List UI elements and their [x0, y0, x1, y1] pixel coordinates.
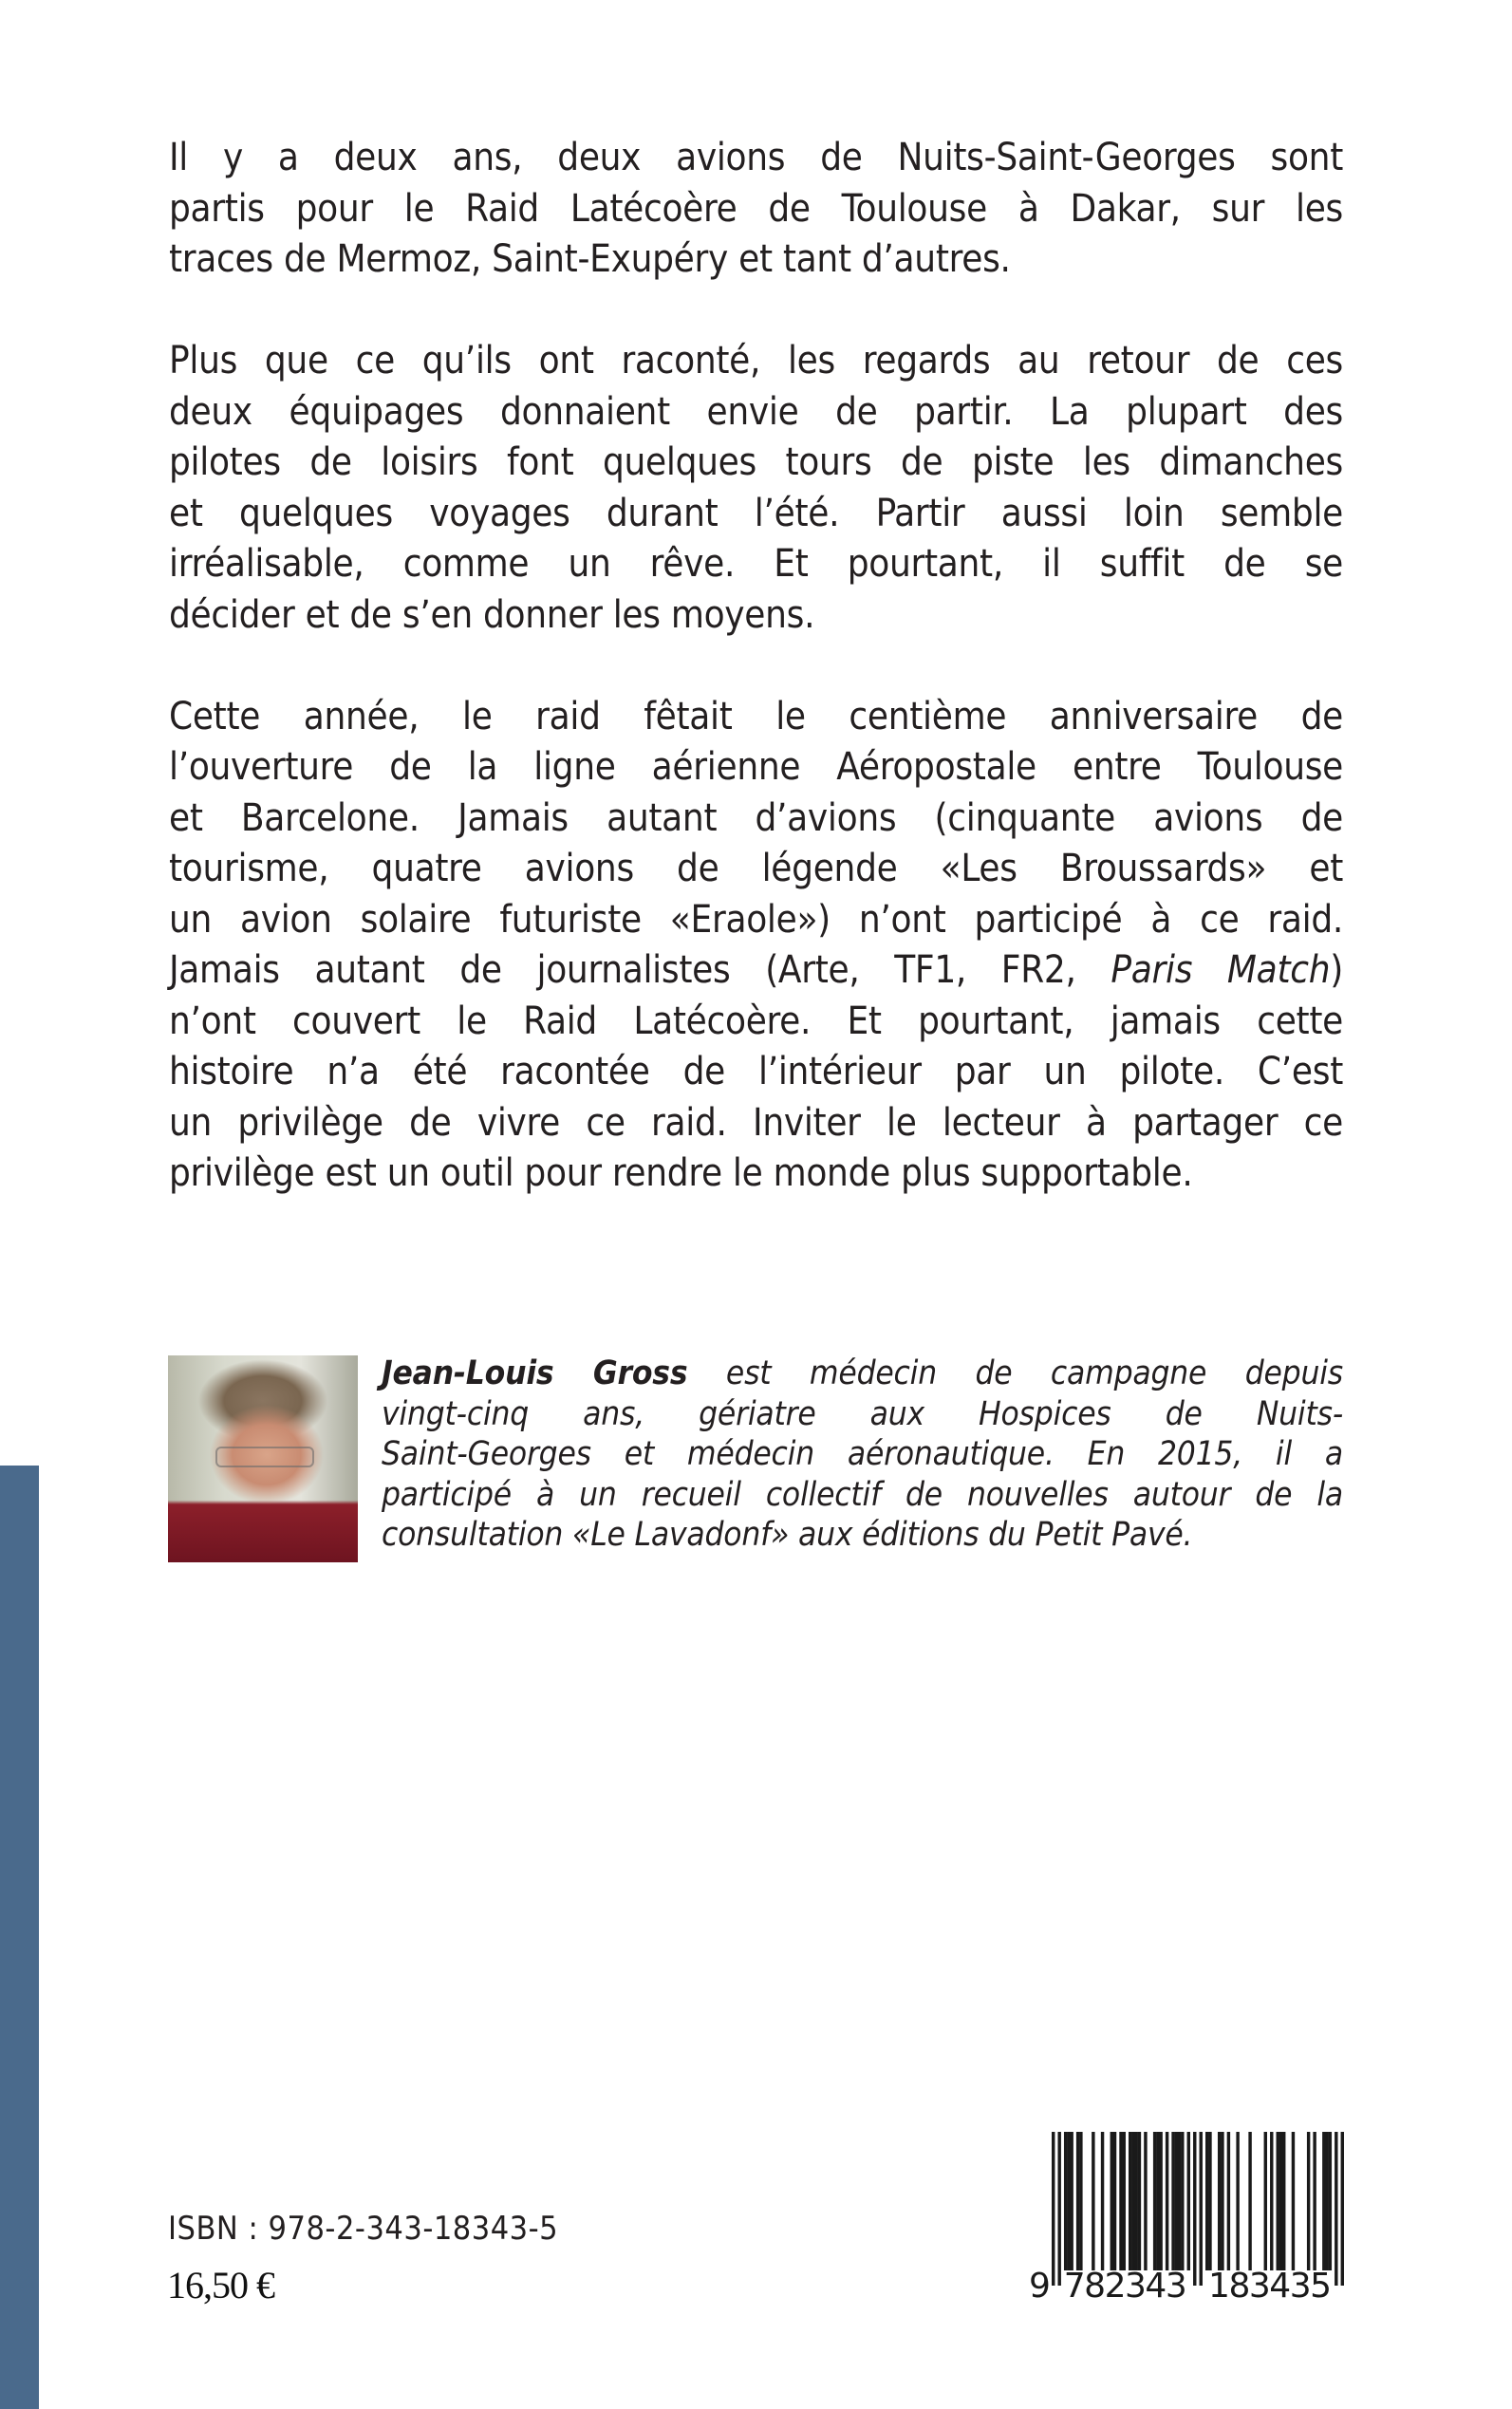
- text-line: décider et de s’en donner les moyens.: [169, 592, 815, 637]
- text-line: Il y a deux ans, deux avions de Nuits-Saint-Georges sont: [169, 136, 1343, 179]
- text-fragment: Jamais autant de journalistes (Arte, TF1, FR2,: [169, 948, 1111, 992]
- text-line: consultation «Le Lavadonf» aux éditions du Petit Pavé.: [382, 1516, 1193, 1554]
- text-line: n’ont couvert le Raid Latécoère. Et pourtant, jamais cette: [169, 999, 1343, 1043]
- text-line: [382, 1354, 1343, 1394]
- author-bio: [382, 1354, 1343, 1556]
- blurb-text: [169, 133, 1343, 1200]
- text-line: Plus que ce qu’ils ont raconté, les regards au retour de ces: [169, 339, 1343, 383]
- text-line: l’ouverture de la ligne aérienne Aéropostale entre Toulouse: [169, 745, 1343, 789]
- text-line: [169, 945, 1343, 997]
- text-line: tourisme, quatre avions de légende «Les Broussards» et: [169, 847, 1343, 890]
- glasses-detail: [215, 1447, 314, 1467]
- text-line: vingt-cinq ans, gériatre aux Hospices de Nuits-: [382, 1394, 1343, 1433]
- text-line: traces de Mermoz, Saint-Exupéry et tant d’autres.: [169, 237, 1011, 281]
- price-label: 16,50 €: [167, 2264, 274, 2306]
- text-line: participé à un recueil collectif de nouvelles autour de la: [382, 1475, 1343, 1514]
- spine-color-bar: [0, 1466, 39, 2409]
- isbn-label: ISBN : 978-2-343-18343-5: [168, 2210, 559, 2248]
- text-line: histoire n’a été racontée de l’intérieur par un pilote. C’est: [169, 1050, 1343, 1093]
- text-line: un privilège de vivre ce raid. Inviter le lecteur à partager ce: [169, 1100, 1343, 1145]
- text-line: pilotes de loisirs font quelques tours de piste les dimanches: [169, 440, 1343, 484]
- italic-title-paris-match: Paris Match: [1111, 948, 1331, 992]
- svg-text:9: 9: [1029, 2267, 1051, 2306]
- text-fragment: est médecin de campagne depuis: [687, 1354, 1343, 1392]
- author-name: Jean-Louis Gross: [382, 1354, 688, 1392]
- blurb-paragraph-1: [169, 133, 1343, 286]
- blurb-paragraph-2: [169, 336, 1343, 641]
- svg-text:183435: 183435: [1208, 2267, 1333, 2306]
- text-line: privilège est un outil pour rendre le monde plus supportable.: [169, 1151, 1193, 1195]
- text-line: un avion solaire futuriste «Eraole») n’ont participé à ce raid.: [169, 897, 1343, 942]
- author-photo: [168, 1355, 358, 1562]
- svg-text:782343: 782343: [1063, 2267, 1187, 2306]
- text-fragment: ): [1330, 948, 1343, 992]
- text-line: et Barcelone. Jamais autant d’avions (cinquante avions de: [169, 795, 1343, 840]
- text-line: irréalisable, comme un rêve. Et pourtant, il suffit de se: [169, 542, 1343, 586]
- blurb-paragraph-3: [169, 692, 1343, 1200]
- text-line: Saint-Georges et médecin aéronautique. En 2015, il a: [382, 1435, 1343, 1473]
- text-line: deux équipages donnaient envie de partir. La plupart des: [169, 389, 1343, 434]
- text-line: partis pour le Raid Latécoère de Toulouse à Dakar, sur les: [169, 186, 1343, 231]
- text-line: et quelques voyages durant l’été. Partir aussi loin semble: [169, 491, 1343, 535]
- barcode-icon: [1016, 2130, 1357, 2310]
- text-line: Cette année, le raid fêtait le centième anniversaire de: [169, 694, 1343, 738]
